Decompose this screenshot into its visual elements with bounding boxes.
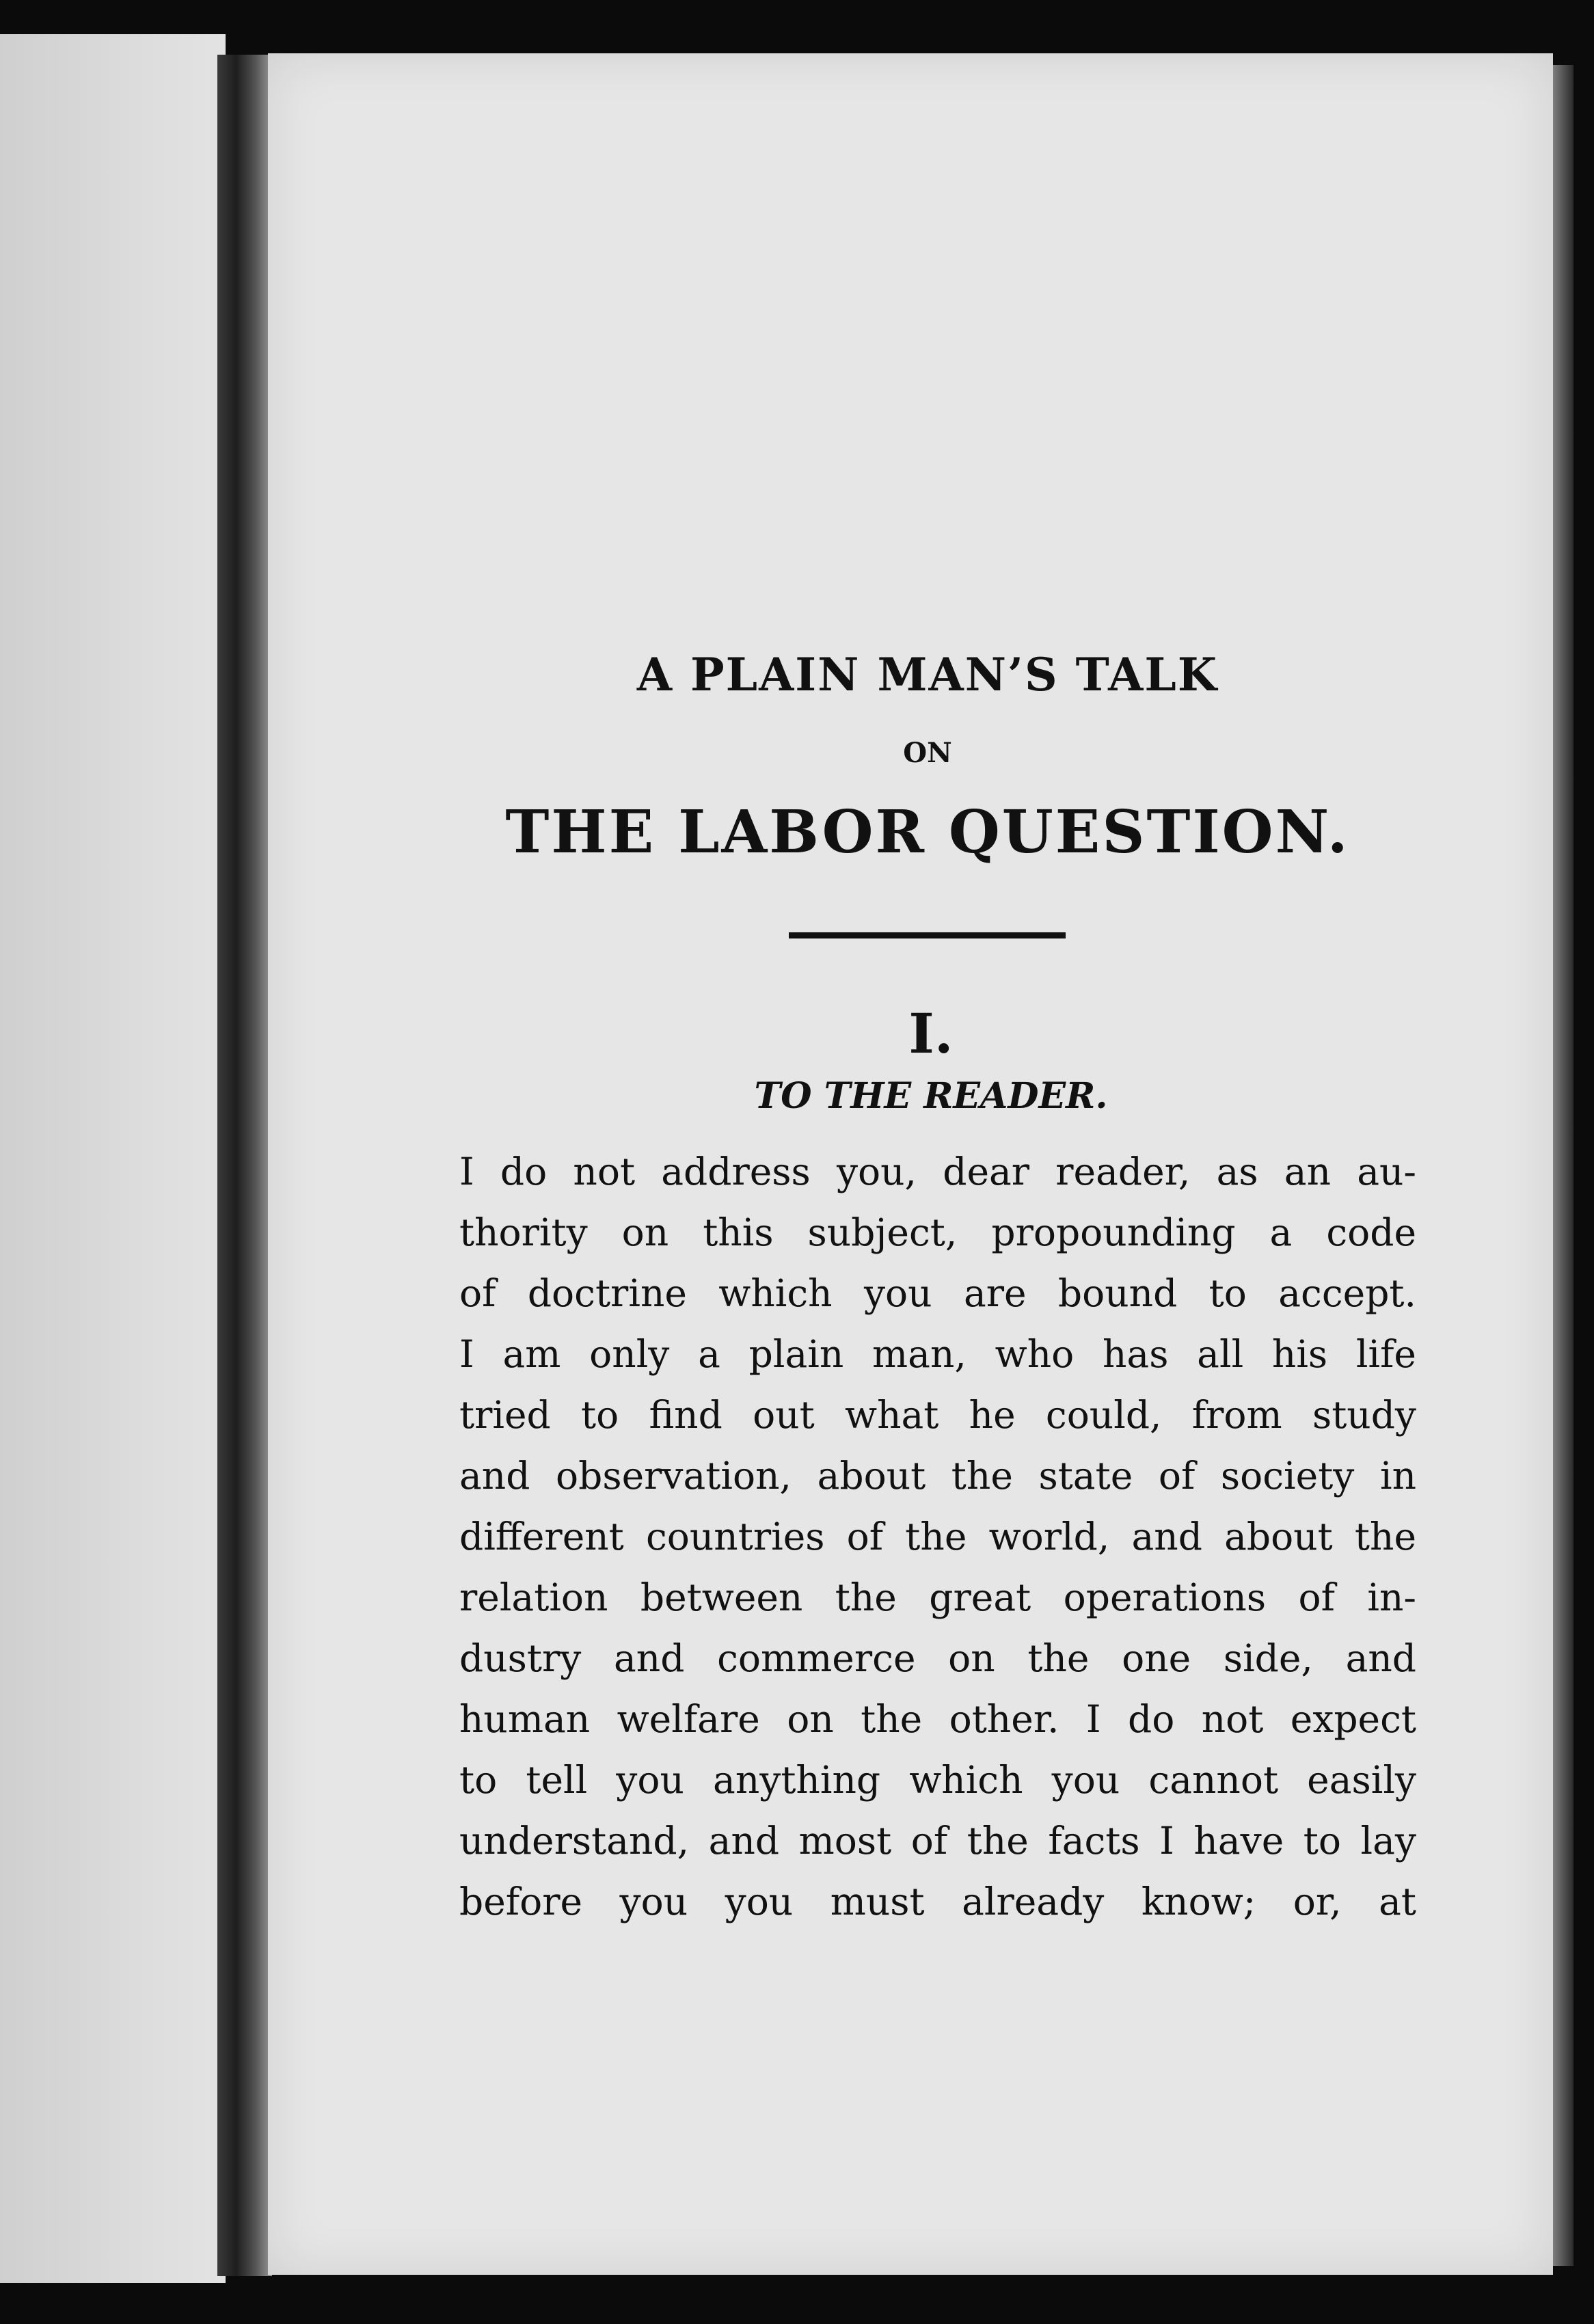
title-rule bbox=[789, 932, 1066, 938]
body-line: understand, and most of the facts I have to lay bbox=[459, 1819, 1416, 1863]
body-line: I do not address you, dear reader, as an au- bbox=[459, 1150, 1416, 1193]
book-page bbox=[268, 53, 1553, 2275]
chapter-number: I. bbox=[908, 1001, 954, 1066]
body-line: dustry and commerce on the one side, and bbox=[459, 1636, 1416, 1680]
body-text bbox=[459, 1141, 1416, 1932]
title-line-2: ON bbox=[903, 737, 952, 769]
book-gutter bbox=[217, 55, 272, 2276]
body-line: relation between the great operations of in- bbox=[459, 1576, 1416, 1619]
body-line: tried to find out what he could, from study bbox=[459, 1393, 1416, 1437]
body-line: thority on this subject, propounding a code bbox=[459, 1211, 1416, 1254]
main-title: THE LABOR QUESTION. bbox=[505, 798, 1350, 867]
body-line: human welfare on the other. I do not expect bbox=[459, 1697, 1416, 1741]
body-line: I am only a plain man, who has all his life bbox=[459, 1332, 1416, 1376]
body-line: and observation, about the state of society in bbox=[459, 1454, 1416, 1498]
body-line: of doctrine which you are bound to accept. bbox=[459, 1271, 1416, 1315]
title-line-1: A PLAIN MAN’S TALK bbox=[636, 648, 1219, 701]
body-line: to tell you anything which you cannot easily bbox=[459, 1758, 1416, 1802]
body-line: different countries of the world, and about the bbox=[459, 1515, 1416, 1558]
chapter-title: TO THE READER. bbox=[754, 1075, 1108, 1117]
left-page-edge bbox=[0, 34, 226, 2283]
page-content bbox=[370, 648, 1464, 1932]
body-line: before you you must already know; or, at bbox=[459, 1880, 1416, 1923]
